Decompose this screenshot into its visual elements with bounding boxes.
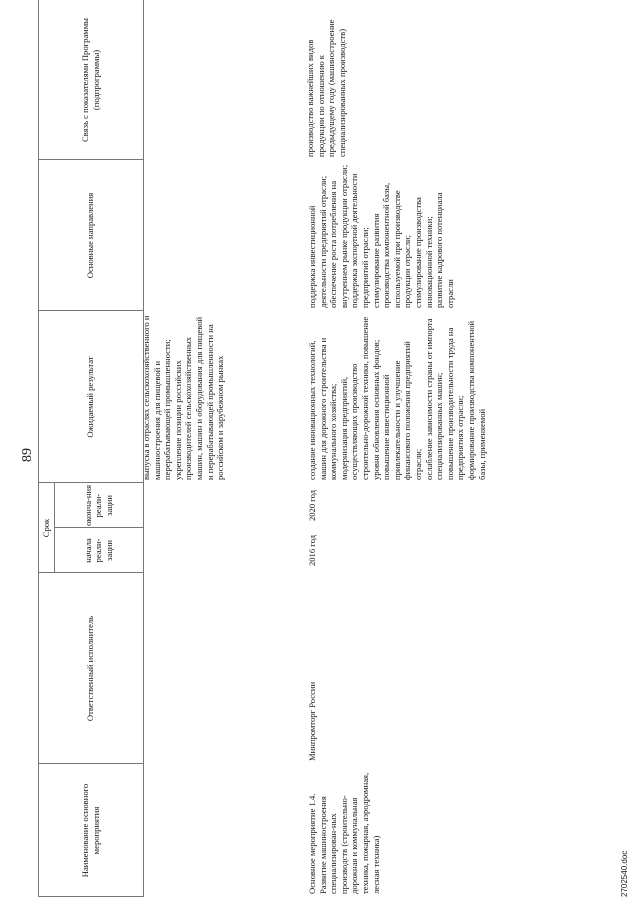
header-directions: Основные направления [85, 192, 96, 279]
row-directions [305, 160, 505, 311]
row-result-item: модернизация предприятий, осуществляющих производство строительно-дорожной техники, повышение уровня обновления основных фондов; [338, 316, 381, 480]
row-result-item: создание инновационных технологий, машин для дорожного строительства и коммунального хозяйства; [307, 337, 339, 480]
row-result-item: повышение инвестиционной привлекательности и улучшение финансового положения предприятий отрасли; [381, 341, 423, 480]
document-file-reference: 2702540.doc [620, 850, 629, 897]
row-result-item: повышение производительности труда на предприятиях отрасли; [444, 327, 466, 480]
row-result-item: формирование производства компонентной базы, применяемой [465, 320, 487, 480]
continuation-result-item: укрепление позиции российских производителей сельскохозяйственных машин, машин и оборудования для пищевой и перерабатывающей промышленности на российском и зарубежном рынках [172, 316, 226, 480]
header-start: начала реали-зации [82, 538, 114, 563]
row-result [305, 311, 570, 483]
continuation-result-item: выпуска в отраслях сельскохозяйственного и машиностроения для пищевой и перерабатывающей промышленности; [141, 315, 173, 480]
row-direction-item: развитие кадрового потенциала отрасли [434, 192, 455, 308]
header-name: Наименование основного мероприятия [79, 783, 101, 878]
row-start: 2016 год [307, 534, 317, 567]
row-direction-item: стимулирование развития производства компонентной базы, используемой при производстве продукции отрасли; [370, 182, 413, 308]
row-event-name: Основное мероприятие 1.4. Развитие машиностроения специализирован-ных производств (строительно-дорожная и коммунальная техника, пожарная, аэродромная, лесная техника) [307, 772, 381, 894]
row-direction-item: поддержка экспортной деятельности предприятий отрасли; [349, 173, 370, 308]
header-term: Срок [40, 518, 51, 538]
continuation-result [139, 311, 299, 483]
row-direction-item: поддержка инвестиционной деятельности предприятий отрасли; [307, 175, 328, 308]
row-direction-item: обеспечение роста потребления на внутреннем рынке продукции отрасли; [328, 164, 349, 308]
header-executor: Ответственный исполнитель [85, 615, 96, 722]
page-number: 89 [20, 448, 35, 462]
header-end: оконча-ния реали-зации [82, 484, 114, 527]
row-executor: Минпромторг России [307, 681, 317, 761]
row-end: 2020 год [307, 489, 317, 522]
continuation-link: производство важнейших видов продукции по отношению к предыдущему году (машиностроение специализированных производств) [305, 19, 347, 157]
row-direction-item: стимулирование производства инновационной техники; [412, 197, 434, 308]
row-result-item: ослабление зависимости страны от импорта специализированных машин; [423, 318, 445, 480]
header-result: Ожидаемый результат [85, 356, 96, 438]
header-link: Связь с показателями Программы (подпрограммы) [79, 18, 101, 142]
